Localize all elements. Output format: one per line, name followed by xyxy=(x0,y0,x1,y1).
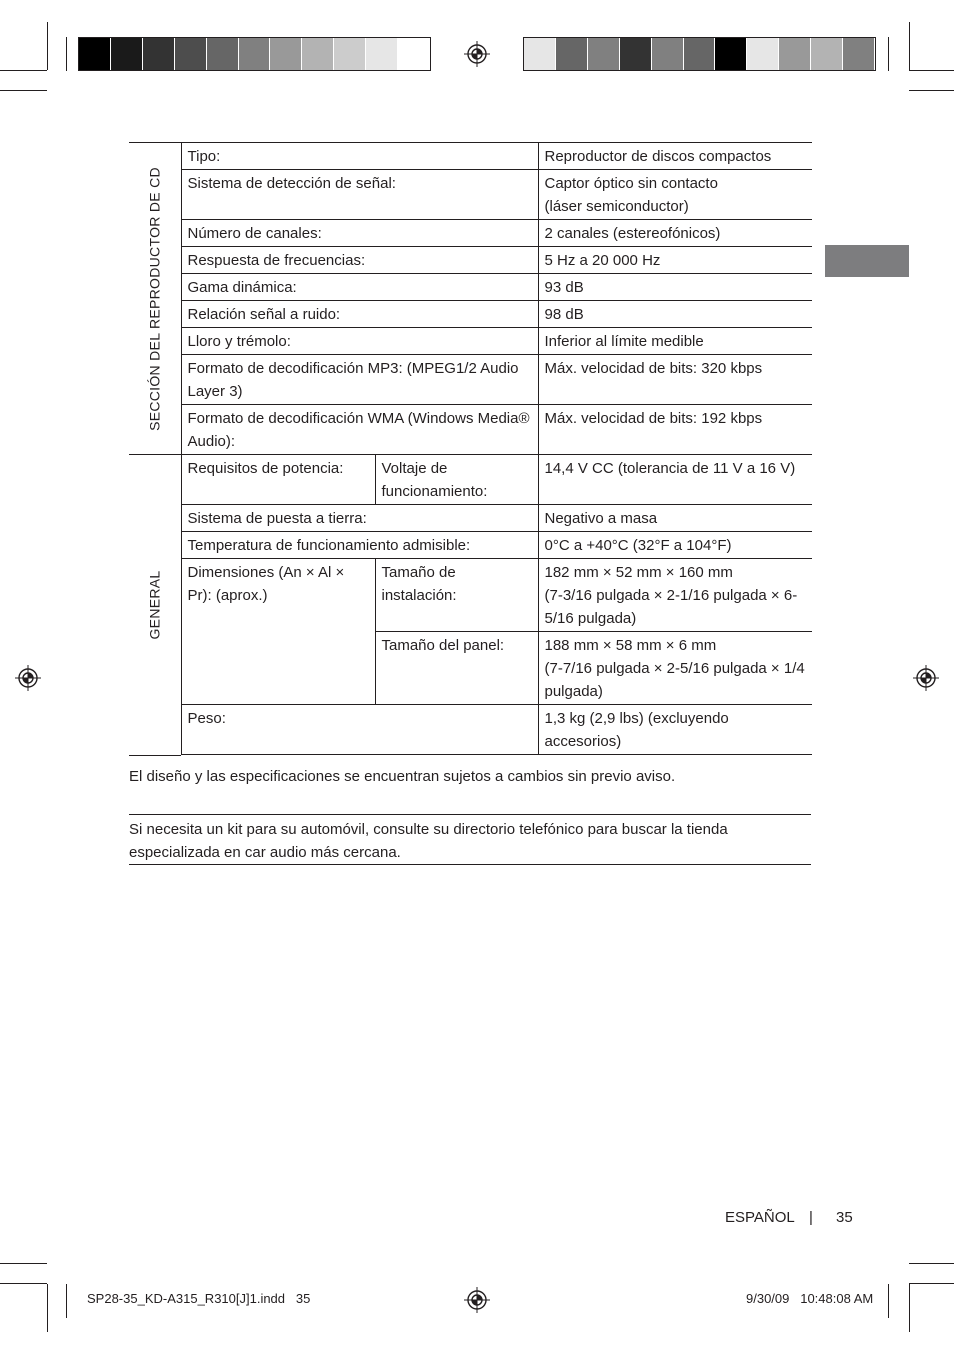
right-bar-swatch xyxy=(524,38,556,70)
crop-mark xyxy=(888,37,889,71)
crop-mark xyxy=(909,1283,954,1284)
crop-mark xyxy=(888,1284,889,1318)
spec-label: Dimensiones (An × Al × Pr): (aprox.) xyxy=(181,559,375,705)
spec-sublabel: Tamaño del panel: xyxy=(375,632,538,705)
table-row xyxy=(129,220,812,247)
registration-target-icon xyxy=(464,41,490,67)
spec-value: Máx. velocidad de bits: 192 kbps xyxy=(538,405,812,455)
left-bar-swatch xyxy=(398,38,430,70)
right-bar-swatch xyxy=(779,38,811,70)
crop-mark xyxy=(0,1263,47,1264)
spec-value: 188 mm × 58 mm × 6 mm (7-7/16 pulgada × 2-5/16 pulgada × 1/4 pulgada) xyxy=(538,632,812,705)
table-row xyxy=(129,170,812,220)
spec-value: 5 Hz a 20 000 Hz xyxy=(538,247,812,274)
crop-mark xyxy=(909,1263,954,1264)
spec-label: Tipo: xyxy=(181,143,538,170)
table-row xyxy=(129,705,812,755)
table-row xyxy=(129,274,812,301)
right-bar-swatch xyxy=(811,38,843,70)
spec-value: 2 canales (estereofónicos) xyxy=(538,220,812,247)
spec-value: 14,4 V CC (tolerancia de 11 V a 16 V) xyxy=(538,455,812,505)
right-bar-swatch xyxy=(747,38,779,70)
spec-label: Gama dinámica: xyxy=(181,274,538,301)
spec-label: Respuesta de frecuencias: xyxy=(181,247,538,274)
table-row-spacer xyxy=(129,755,812,756)
spec-value: 0°C a +40°C (32°F a 104°F) xyxy=(538,532,812,559)
right-bar-swatch xyxy=(556,38,588,70)
right-bar-swatch xyxy=(843,38,875,70)
footer-separator: | xyxy=(809,1209,813,1226)
crop-mark xyxy=(47,1284,48,1332)
spec-label: Temperatura de funcionamiento admisible: xyxy=(181,532,538,559)
crop-mark xyxy=(0,1283,47,1284)
table-row xyxy=(129,455,812,505)
spec-label: Sistema de puesta a tierra: xyxy=(181,505,538,532)
spec-label: Peso: xyxy=(181,705,538,755)
table-row xyxy=(129,328,812,355)
left-bar-swatch xyxy=(302,38,334,70)
left-bar-swatch xyxy=(143,38,175,70)
left-bar-swatch xyxy=(270,38,302,70)
table-row xyxy=(129,143,812,170)
table-row xyxy=(129,301,812,328)
spec-label: Relación señal a ruido: xyxy=(181,301,538,328)
general-section-header xyxy=(129,455,181,756)
spec-value: 1,3 kg (2,9 lbs) (excluyendo accesorios) xyxy=(538,705,812,755)
slug-filename: SP28-35_KD-A315_R310[J]1.indd 35 xyxy=(87,1291,311,1306)
spec-sublabel: Voltaje de funcionamiento: xyxy=(375,455,538,505)
registration-target-icon xyxy=(464,1287,490,1313)
page-number: 35 xyxy=(836,1209,853,1226)
car-kit-notice: Si necesita un kit para su automóvil, consulte su directorio telefónico para buscar la tienda especializada en car audio más cercana. xyxy=(129,821,728,861)
right-bar-swatch xyxy=(715,38,747,70)
table-row xyxy=(129,505,812,532)
specifications-table xyxy=(129,142,812,756)
spec-value: Captor óptico sin contacto (láser semiconductor) xyxy=(538,170,812,220)
crop-mark xyxy=(0,70,47,71)
left-bar-swatch xyxy=(111,38,143,70)
spec-value: Inferior al límite medible xyxy=(538,328,812,355)
spec-value: Negativo a masa xyxy=(538,505,812,532)
left-bar-swatch xyxy=(334,38,366,70)
crop-mark xyxy=(47,22,48,70)
right-bar-swatch xyxy=(652,38,684,70)
crop-mark xyxy=(0,90,47,91)
language-tab xyxy=(825,245,909,277)
design-notice: El diseño y las especificaciones se encuentran sujetos a cambios sin previo aviso. xyxy=(129,768,676,785)
table-row xyxy=(129,247,812,274)
spec-value: 98 dB xyxy=(538,301,812,328)
spec-label: Lloro y trémolo: xyxy=(181,328,538,355)
crop-mark xyxy=(909,1284,910,1332)
table-row xyxy=(129,532,812,559)
crop-mark xyxy=(66,1284,67,1318)
spec-label: Requisitos de potencia: xyxy=(181,455,375,505)
crop-mark xyxy=(66,37,67,71)
spec-value: Reproductor de discos compactos xyxy=(538,143,812,170)
left-bar-swatch xyxy=(175,38,207,70)
registration-target-icon xyxy=(913,665,939,691)
left-bar-swatch xyxy=(207,38,239,70)
divider xyxy=(129,814,811,815)
general-section-label: GENERAL xyxy=(146,570,163,640)
crop-mark xyxy=(909,90,954,91)
color-calibration-bar-right xyxy=(523,37,876,71)
spec-label: Formato de decodificación MP3: (MPEG1/2 Audio Layer 3) xyxy=(181,355,538,405)
table-row xyxy=(129,559,812,632)
color-calibration-bar-left xyxy=(78,37,431,71)
spec-label: Sistema de detección de señal: xyxy=(181,170,538,220)
left-bar-swatch xyxy=(239,38,271,70)
spec-sublabel: Tamaño de instalación: xyxy=(375,559,538,632)
right-bar-swatch xyxy=(684,38,716,70)
slug-timestamp: 9/30/09 10:48:08 AM xyxy=(746,1291,874,1306)
registration-target-icon xyxy=(15,665,41,691)
crop-mark xyxy=(909,22,910,70)
left-bar-swatch xyxy=(79,38,111,70)
crop-mark xyxy=(909,70,954,71)
cd-section-header xyxy=(129,143,181,455)
spec-label: Número de canales: xyxy=(181,220,538,247)
spec-value: Máx. velocidad de bits: 320 kbps xyxy=(538,355,812,405)
spec-value: 93 dB xyxy=(538,274,812,301)
table-row xyxy=(129,405,812,455)
spec-label: Formato de decodificación WMA (Windows Media® Audio): xyxy=(181,405,538,455)
left-bar-swatch xyxy=(366,38,398,70)
footer-language: ESPAÑOL xyxy=(725,1209,795,1226)
right-bar-swatch xyxy=(620,38,652,70)
right-bar-swatch xyxy=(588,38,620,70)
cd-section-label: SECCIÓN DEL REPRODUCTOR DE CD xyxy=(146,166,163,431)
spec-value: 182 mm × 52 mm × 160 mm (7-3/16 pulgada × 2-1/16 pulgada × 6-5/16 pulgada) xyxy=(538,559,812,632)
table-row xyxy=(129,355,812,405)
divider xyxy=(129,864,811,865)
